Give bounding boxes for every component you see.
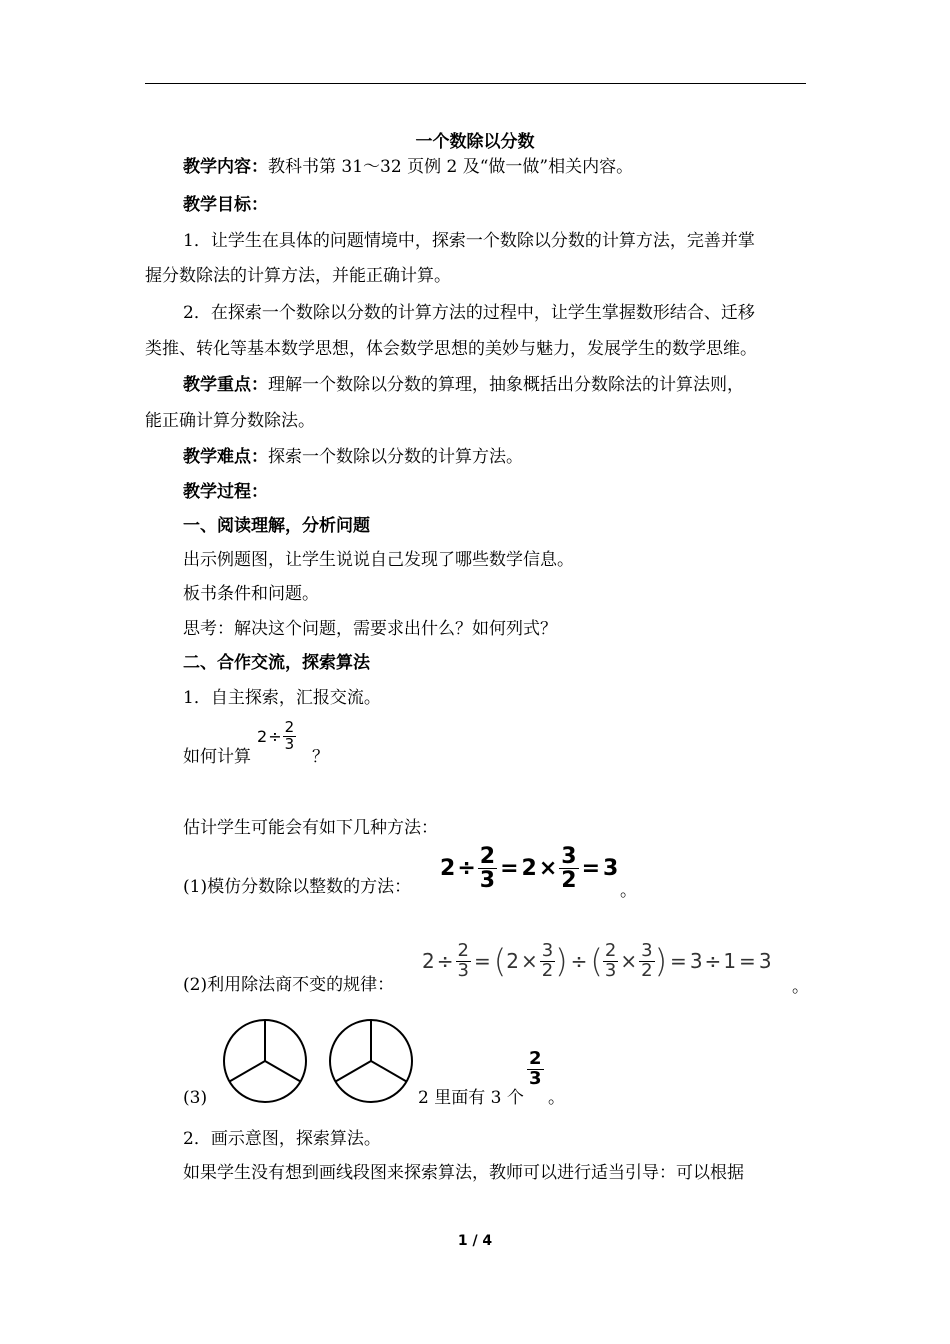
method1-label: (1)模仿分数除以整数的方法： [183, 877, 412, 897]
m2-frac-two-thirds [456, 942, 471, 981]
content-text: 教科书第 31～32 页例 2 及“做一做”相关内容。 [268, 157, 634, 177]
s2-paragraph3: 如果学生没有想到画线段图来探索算法，教师可以进行适当引导：可以根据 [183, 1163, 744, 1183]
m1-eq2: = [581, 856, 600, 882]
goal2-line2: 类推、转化等基本数学思想，体会数学思想的美妙与魅力，发展学生的数学思维。 [145, 339, 757, 359]
key-line2: 能正确计算分数除法。 [145, 411, 315, 431]
key-point [183, 374, 844, 396]
m2-div3: ÷ [704, 949, 722, 974]
section1-heading: 一、阅读理解，分析问题 [183, 516, 370, 536]
m3-frac-two-thirds [527, 1050, 544, 1089]
method3-text: 2 里面有 3 个 [418, 1088, 524, 1108]
circles-diagram [220, 1017, 420, 1103]
m2-rparen1: ) [555, 942, 568, 981]
m3-frac-num: 2 [529, 1048, 542, 1069]
fraction-two-thirds [283, 720, 297, 753]
m2-eq2: = [670, 949, 687, 974]
m2-f1-den: 3 [457, 959, 469, 981]
circle-right [330, 1020, 412, 1102]
goal1-line1: 1．让学生在具体的问题情境中，探索一个数除以分数的计算方法，完善并掌 [183, 231, 755, 251]
m2-eq3: = [739, 949, 756, 974]
m2-f4-den: 2 [641, 959, 653, 981]
m2-lparen2: ( [590, 942, 603, 981]
m1-div: ÷ [457, 856, 476, 882]
method3-label: (3) [183, 1088, 208, 1108]
page-title: 一个数除以分数 [415, 132, 535, 152]
inline-expression [257, 720, 296, 753]
m1-frac2-den: 2 [561, 868, 577, 894]
method1-formula [440, 845, 618, 892]
m2-two: 2 [422, 949, 435, 974]
method2-end: 。 [792, 977, 809, 997]
method2-label: (2)利用除法商不变的规律： [183, 975, 395, 995]
m1-frac-two-thirds [478, 845, 497, 892]
s1-paragraph2: 板书条件和问题。 [183, 584, 319, 604]
content-label: 教学内容： [183, 157, 268, 177]
m2-eq1: = [473, 949, 491, 974]
m2-f2-num: 3 [541, 940, 554, 961]
header-rule [145, 83, 806, 84]
m1-two-b: 2 [521, 856, 537, 882]
teaching-content [183, 156, 844, 178]
m2-frac-three-halves-a [540, 942, 555, 981]
m2-result: 3 [758, 949, 772, 974]
m2-f3-den: 3 [604, 959, 617, 981]
difficulty-label: 教学难点： [183, 447, 268, 467]
goal1-line2: 握分数除法的计算方法，并能正确计算。 [145, 266, 451, 286]
m2-f2-den: 2 [541, 959, 554, 981]
frac-num: 2 [284, 718, 295, 736]
s2-paragraph2: 2．画示意图，探索算法。 [183, 1129, 381, 1149]
m2-div2: ÷ [570, 949, 588, 974]
frac-den: 3 [284, 734, 295, 753]
m3-frac-den: 3 [529, 1067, 542, 1089]
m1-two: 2 [440, 856, 456, 882]
goal2-line1: 2．在探索一个数除以分数的计算方法的过程中，让学生掌握数形结合、迁移 [183, 303, 755, 323]
difficulty-text: 探索一个数除以分数的计算方法。 [268, 447, 523, 467]
key-line1: 理解一个数除以分数的算理，抽象概括出分数除法的计算法则， [268, 375, 744, 395]
m2-frac-three-halves-b [639, 942, 654, 981]
method3-fraction [527, 1050, 544, 1089]
m2-times1: × [520, 949, 538, 974]
how-prefix: 如何计算 [183, 747, 251, 767]
m1-frac-den: 3 [479, 868, 496, 894]
m1-eq1: = [500, 856, 519, 882]
page-number: 1 / 4 [457, 1233, 493, 1249]
goals-label: 教学目标： [183, 195, 268, 215]
m2-div: ÷ [436, 949, 454, 974]
m2-two-b: 2 [506, 949, 519, 974]
method3-end: 。 [548, 1088, 565, 1108]
m2-three: 3 [689, 949, 703, 974]
m1-frac2-num: 3 [561, 844, 577, 869]
m2-f3-num: 2 [604, 940, 617, 961]
s2-estimate: 估计学生可能会有如下几种方法： [183, 818, 438, 838]
m1-frac-num: 2 [479, 844, 496, 869]
m2-lparen1: ( [493, 942, 507, 981]
m2-frac-two-thirds-b [603, 942, 618, 981]
m1-result: 3 [603, 856, 619, 882]
m2-rparen2: ) [654, 942, 668, 981]
key-label: 教学重点： [183, 375, 268, 395]
m2-times2: × [620, 949, 638, 974]
method1-end: 。 [620, 881, 637, 901]
how-suffix: ？ [312, 747, 329, 767]
expr-div: ÷ [268, 726, 282, 746]
m2-f1-num: 2 [457, 940, 469, 961]
section2-heading: 二、合作交流，探索算法 [183, 653, 370, 673]
s1-paragraph1: 出示例题图，让学生说说自己发现了哪些数学信息。 [183, 550, 574, 570]
circle-left [224, 1020, 306, 1102]
m2-one: 1 [723, 949, 737, 974]
process-label: 教学过程： [183, 482, 268, 502]
s1-paragraph3: 思考：解决这个问题，需要求出什么？如何列式？ [183, 619, 557, 639]
s2-paragraph1: 1．自主探索，汇报交流。 [183, 688, 381, 708]
method2-formula [422, 942, 772, 981]
m1-times: × [538, 856, 558, 882]
m1-frac-three-halves [559, 845, 578, 892]
difficulty [183, 446, 844, 468]
m2-f4-num: 3 [641, 940, 653, 961]
expr-two: 2 [257, 726, 268, 746]
